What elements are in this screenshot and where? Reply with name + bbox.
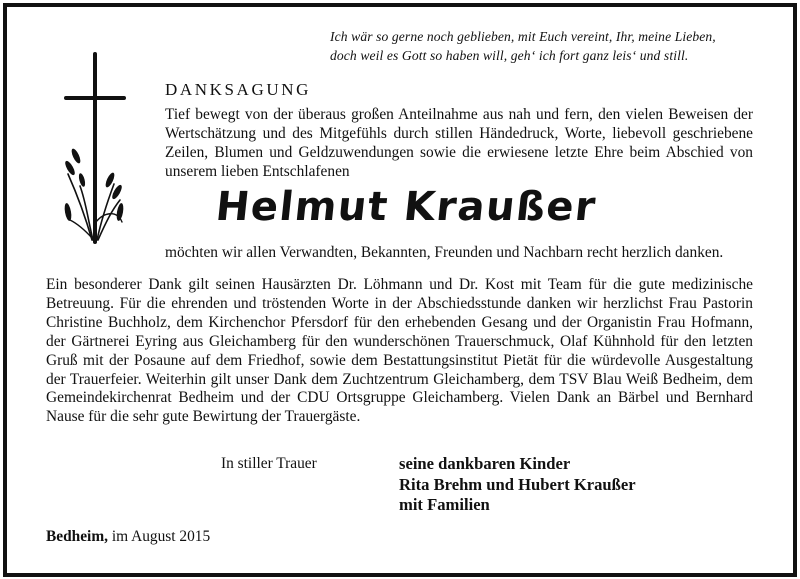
signer-line-1: seine dankbaren Kinder (399, 454, 571, 473)
quote-line-1: Ich wär so gerne noch geblieben, mit Euch vereint, Ihr, meine Lieben, (330, 29, 716, 44)
mourning-label: In stiller Trauer (221, 455, 317, 472)
intro-paragraph: Tief bewegt von der überaus großen Anteilnahme aus nah und fern, den vielen Beweisen der Wertschätzung und des Mitgefühls durch stillen Händedruck, Worte, liebevoll geschriebene Zeilen, Blumen und Geldzuwendungen sowie die erwiesene letzte Ehre beim Abschied von unserem lieben Entschlafenen (165, 106, 753, 181)
memorial-quote (330, 27, 760, 65)
cross-with-wheat-icon (62, 52, 132, 244)
signer-line-2: Rita Brehm und Hubert Kraußer (399, 474, 636, 494)
place-date-line (46, 528, 210, 546)
quote-line-2: doch weil es Gott so haben will, geh‘ ich fort ganz leis‘ und still. (330, 48, 689, 63)
thanks-line: möchten wir allen Verwandten, Bekannten, Freunden und Nachbarn recht herzlich danken. (165, 244, 724, 261)
heading-danksagung: DANKSAGUNG (165, 80, 311, 99)
signers-block (399, 454, 636, 516)
date-text: im August 2015 (111, 528, 211, 545)
signer-line-3: mit Familien (399, 495, 490, 514)
deceased-name: Helmut Kraußer (213, 184, 599, 230)
special-thanks-paragraph: Ein besonderer Dank gilt seinen Hausärzten Dr. Löhmann und Dr. Kost mit Team für die gute medizinische Betreuung. Für die ehrenden und tröstenden Worte in der Abschiedsstunde danken wir herzlichst Frau Pastorin Christine Buchholz, dem Kirchenchor Pfersdorf für den erhebenden Gesang und der Organistin Frau Hofmann, der Gärtnerei Eyring aus Gleichamberg für den wunderschönen Trauerschmuck, Olaf Kühnhold für den letzten Gruß mit der Posaune auf dem Friedhof, sowie dem Bestattungsinstitut Pietät für die würdevolle Ausgestaltung der Trauerfeier. Weiterhin gilt unser Dank dem Zuchtzentrum Gleichamberg, dem TSV Blau Weiß Bedheim, dem Gemeindekirchenrat Bedheim und der CDU Ortsgruppe Gleichamberg. Vielen Dank an Bärbel und Bernhard Nause für die sehr gute Bewirtung der Trauergäste. (46, 276, 753, 426)
place-name: Bedheim, (46, 528, 108, 545)
